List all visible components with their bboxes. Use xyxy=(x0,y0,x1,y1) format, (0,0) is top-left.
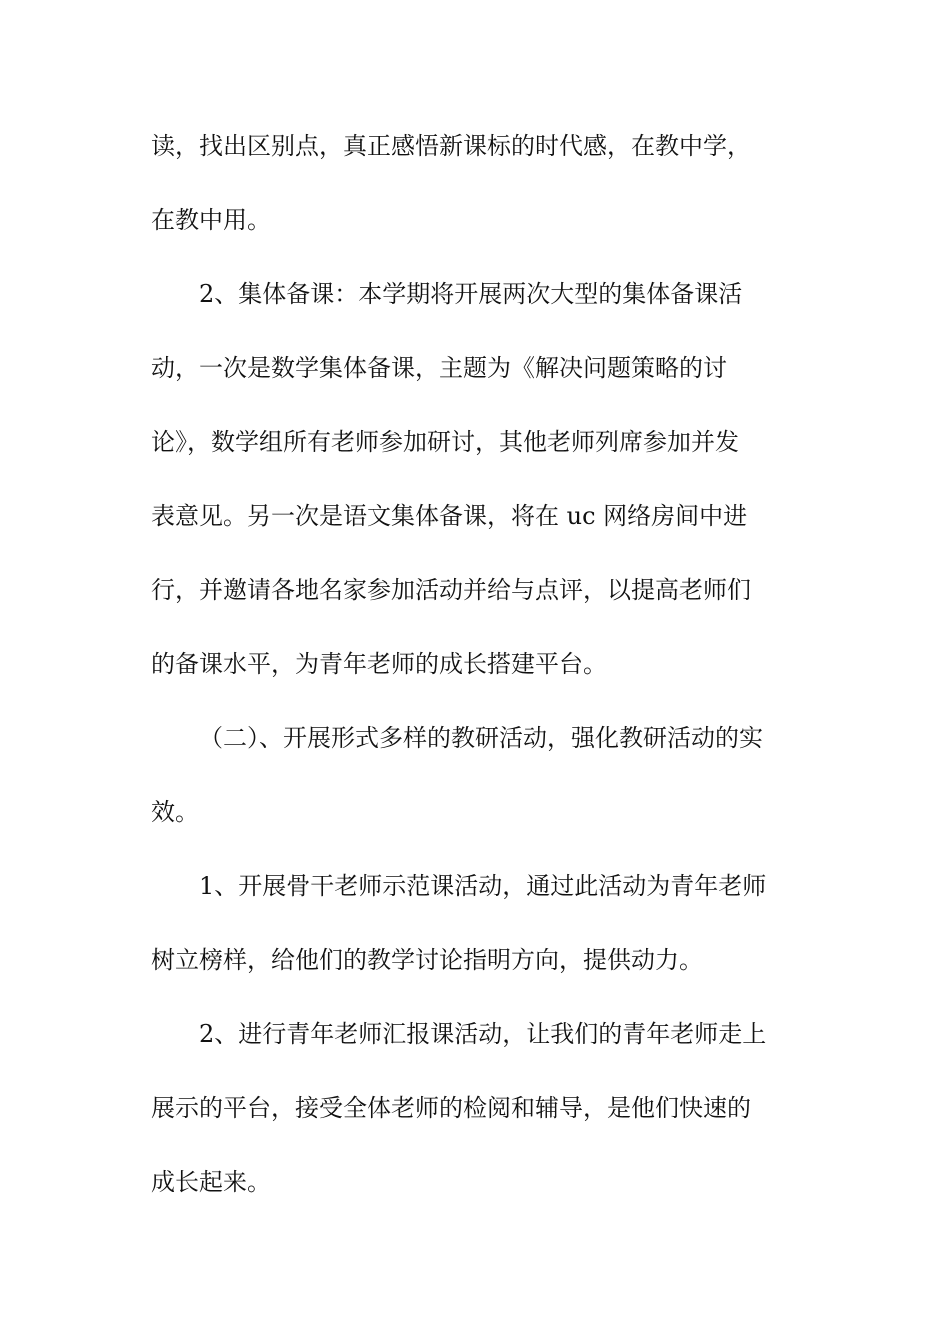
paragraph-line: 1、开展骨干老师示范课活动，通过此活动为青年老师 xyxy=(199,872,767,900)
paragraph-line: 行，并邀请各地名家参加活动并给与点评，以提高老师们 xyxy=(151,576,751,604)
paragraph-line: 树立榜样，给他们的教学讨论指明方向，提供动力。 xyxy=(151,946,703,974)
paragraph-line: 效。 xyxy=(151,798,199,826)
paragraph-line: 的备课水平，为青年老师的成长搭建平台。 xyxy=(151,650,607,678)
paragraph-line: （二）、开展形式多样的教研活动，强化教研活动的实 xyxy=(199,724,763,752)
paragraph-line: 论》，数学组所有老师参加研讨，其他老师列席参加并发 xyxy=(151,428,739,456)
paragraph-line: 读，找出区别点，真正感悟新课标的时代感，在教中学， xyxy=(151,132,751,160)
paragraph-line: 动，一次是数学集体备课，主题为《解决问题策略的讨 xyxy=(151,354,727,382)
paragraph-line: 展示的平台，接受全体老师的检阅和辅导，是他们快速的 xyxy=(151,1094,751,1122)
paragraph-line: 成长起来。 xyxy=(151,1168,271,1196)
paragraph-line: 表意见。另一次是语文集体备课，将在 uc 网络房间中进 xyxy=(151,502,748,530)
paragraph-line: 2、进行青年老师汇报课活动，让我们的青年老师走上 xyxy=(199,1020,767,1048)
paragraph-line: 在教中用。 xyxy=(151,206,271,234)
paragraph-line: 2、集体备课：本学期将开展两次大型的集体备课活 xyxy=(199,280,743,308)
